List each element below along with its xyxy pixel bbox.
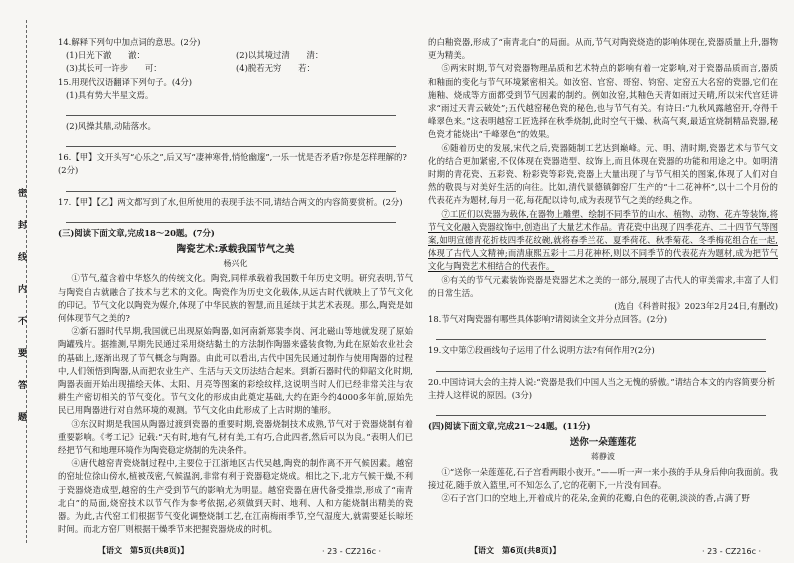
article-author: 杨兴化 [223,259,248,269]
question-17: 17.【甲】【乙】两文都写到了水,但所使用的表现手法不同,请结合两文的内容简要赏析。(2分) [58,196,403,207]
q14-item: (3)其长可一许步 可： [66,63,162,74]
page-number: 【语文 第5页(共8页)】 [98,546,189,555]
article-paragraph: ⑤两宋时期,节气对瓷器物理品质和艺术特点的影响有着一定影响,对于瓷器品质而言,器质和釉面的变化与节气环境紧密相关。如汝窑、官窑、哥窑、钧窑、定窑五大名窑的瓷器,它们在施釉、烧成等方面都受到节气因素的制约。例如汝窑,其釉色天青如雨过天晴,所以宋代宫廷讲求“雨过天青云破处”;五代越窑秘色瓷的秘色,也与节气有关。有诗曰:“九秋风露越窑开,夺得千峰翠色来。”这表明越窑工匠选择在秋季烧制,此时空气干燥、秋高气爽,最适宜烧制精品瓷器,秘色瓷才能烧出“千峰翠色”的效果。 [428,63,778,140]
article-paragraph: ②石子宫门口的空地上,开着成片的花朵,金黄的花瓣,白色的花朝,淡淡的香,占满了野 [441,493,750,504]
binding-char: 不 [16,316,26,325]
article-paragraph: ②新石器时代早期,我国就已出现原始陶器,如河南新郑裴李岗、河北磁山等地就发现了原始陶罐残片。据推测,早期先民通过采用烧结黏土的方法制作陶器来盛装食物,为此在原始农业社会的基础上,逐渐出现了节气概念与陶器。由此可以看出,古代中国先民通过制作与使用陶器的过程中,人们领悟到陶器,从而把农业生产、生活与天文历法结合起来。到新石器时代的仰韶文化时期,陶器表面开始出现描绘天体、太阳、月亮等图案的彩绘纹样,这说明当时人们已经非常关注与农耕生产密切相关的节气变化。节气文化的形成由此奠定基础,大约在距今约4000多年前,原始先民已用陶器进行对自然环境的观测。节气文化由此形成了上古时期的雏形。 [58,326,413,416]
article-author: 蒋静波 [591,452,615,462]
left-column [58,36,413,537]
answer-line[interactable] [436,362,766,372]
binding-margin [0,0,50,563]
binding-dashed-line [26,20,27,543]
binding-char: 内 [16,284,26,293]
exam-code: · 23 - CZ216c · [702,547,762,556]
exam-code: · 23 - CZ216c · [322,547,382,556]
article-source: (选自《科普时报》2023年2月24日,有删改) [614,301,778,312]
q14-item: (1)日光下澈 澈： [66,50,145,61]
article-paragraph: ⑥随着历史的发展,宋代之后,瓷器随制工艺达到巅峰。元、明、清时期,瓷器艺术与节气文化的结合更加紧密,不仅体现在瓷器造型、纹饰上,而且体现在瓷器的功能和用途之中。如明清时期的青花瓷、五彩瓷、粉彩瓷等彩瓷,瓷器上大量出现了与节气相关的图案,体现了人们对自然的敬畏与对美好生活的向往。比如,清代景德镇御窑厂生产的“十二花神杯”,以十二个月份的代表花卉为题材,每月一花,每花配以诗句,成为表现节气之美的经典之作。 [428,142,778,206]
article-paragraph: 的白釉瓷器,形成了“南青北白”的局面。从而,节气对陶瓷烧造的影响体现在,瓷器质量上升,器物更为精美。 [428,37,778,61]
binding-char: 答 [16,380,26,389]
article-title: 陶瓷艺术:承载我国节气之美 [176,244,295,256]
article-paragraph: ①节气,蕴含着中华悠久的传统文化。陶瓷,同样承载着我国数千年历史文明。研究表明,节气与陶瓷自古就融合了技术与艺术的文化。陶瓷作为历史文化载体,从远古时代就映上了节气文化的印记。节气文化以陶瓷为媒介,体现了中华民族的智慧,而且延续于其艺术表现。那么,陶瓷是如何体现节气之美的? [58,273,413,324]
q14-row-2 [66,62,413,75]
q14-row-1 [66,49,413,62]
article-paragraph: ④唐代越窑青瓷烧制过程中,主要位于江浙地区古代吴越,陶瓷的制作离不开气候因素。越窑的窑址位徐山傍水,植被茂密,气候温润,非常有利于瓷器稳定烧成。相比之下,北方气候干燥,不利于瓷器烧造成型,越窑的生产受到节气的影响尤为明显。越窑瓷器在唐代备受推崇,形成了“南青北白”的局面,烧窑技术以节气作为参考依据,必须做到天时、地利、人和方能烧制出精美的瓷器。为此,古代窑工们根据节气变化调整烧制工艺,在江南梅雨季节,空气湿度大,就需要延长晾坯时间。而北方窑厂则根据干燥季节来把握瓷器烧成的时机。 [58,458,413,535]
article-paragraph: ①“送你一朵莲莲花,石子宫看两眼小夜开。”——听一声一来小孩的手从身后伸向我面前。我接过花,随手放入篮里,可不知怎么了,它的花朝下,一片没有回春。 [428,466,778,490]
answer-line[interactable] [436,406,766,416]
q15-sentence-2: (2)风操其鼎,动陆落水。 [66,121,156,132]
binding-char: 封 [16,220,26,229]
q15-sentence-1: (1)具有势大半星文焉。 [66,89,154,100]
binding-char: 线 [16,252,26,261]
question-14: 14.解释下列句中加点词的意思。(2分) [58,37,201,47]
section-4-header: (四)阅读下面文章,完成21～24题。(11分) [428,421,591,432]
question-18: 18.节气对陶瓷器有哪些具体影响?请阅读全文并分点回答。(2分) [428,314,668,325]
answer-line[interactable] [66,137,396,147]
page-footer-right [470,545,560,556]
page-code-right [702,547,761,556]
right-column [428,36,778,505]
page-footer-left [98,545,188,556]
q14-item: (4)脱若无穷 若： [236,63,315,74]
question-15: 15.用现代汉语翻译下列句子。(4分) [58,76,193,87]
binding-char: 题 [16,412,26,421]
article-title: 送你一朵莲莲花 [569,437,637,449]
answer-line[interactable] [66,213,396,223]
article-paragraph: ⑧有关的节气元素装饰瓷器是瓷器艺术之美的一部分,展现了古代人的审美需求,丰富了人们的日常生活。 [428,274,778,298]
q14-item: (2)以其境过清 清： [236,50,324,61]
article-paragraph: ③东汉时期是我国从陶器过渡到瓷器的重要时期,瓷器烧制技术成熟,节气对于瓷器烧制有着重要影响。《考工记》记载:“天有时,地有气,材有美,工有巧,合此四者,然后可以为良。”表明人们已经把节气和地理环境作为陶瓷稳定烧制的先决条件。 [58,418,413,456]
answer-line[interactable] [66,182,396,192]
binding-char: 要 [16,348,26,357]
question-20: 20.中国诗词大会的主持人说:“瓷器是我们中国人当之无愧的骄傲。”请结合本文的内容简要分析主持人这样说的原因。(3分) [428,376,776,400]
binding-char: 密 [16,188,26,197]
answer-line[interactable] [436,330,766,340]
article-paragraph-underlined: ⑦工匠们以瓷器为载体,在器物上雕塑、绘制不同季节的山水、植物、动物、花卉等装饰,将节气文化融入瓷器纹饰中,创造出了大量艺术作品。青花瓷中出现了四季花卉、二十四节气等图案,如明宣德青花折枝四季花纹碗,就将春季兰花、夏季荷花、秋季菊花、冬季梅花组合在一起,体现了古代人文精神;而清康熙五彩十二月花神杯,则以不同季节的代表花卉为题材,成为把节气文化与陶瓷艺术相结合的代表作。 [428,208,778,272]
page-number: 【语文 第6页(共8页)】 [470,546,561,555]
question-19: 19.文中第⑦段画线句子运用了什么说明方法?有何作用?(2分) [428,345,655,356]
page-code-left [322,547,381,556]
answer-line[interactable] [66,106,396,116]
section-3-header: (三)阅读下面文章,完成18～20题。(7分) [58,227,215,238]
question-16: 16.【甲】文开头写“心乐之”,后又写“凄神寒骨,悄怆幽邃”,一乐一忧是否矛盾?你是怎样理解的?(2分) [58,152,407,176]
